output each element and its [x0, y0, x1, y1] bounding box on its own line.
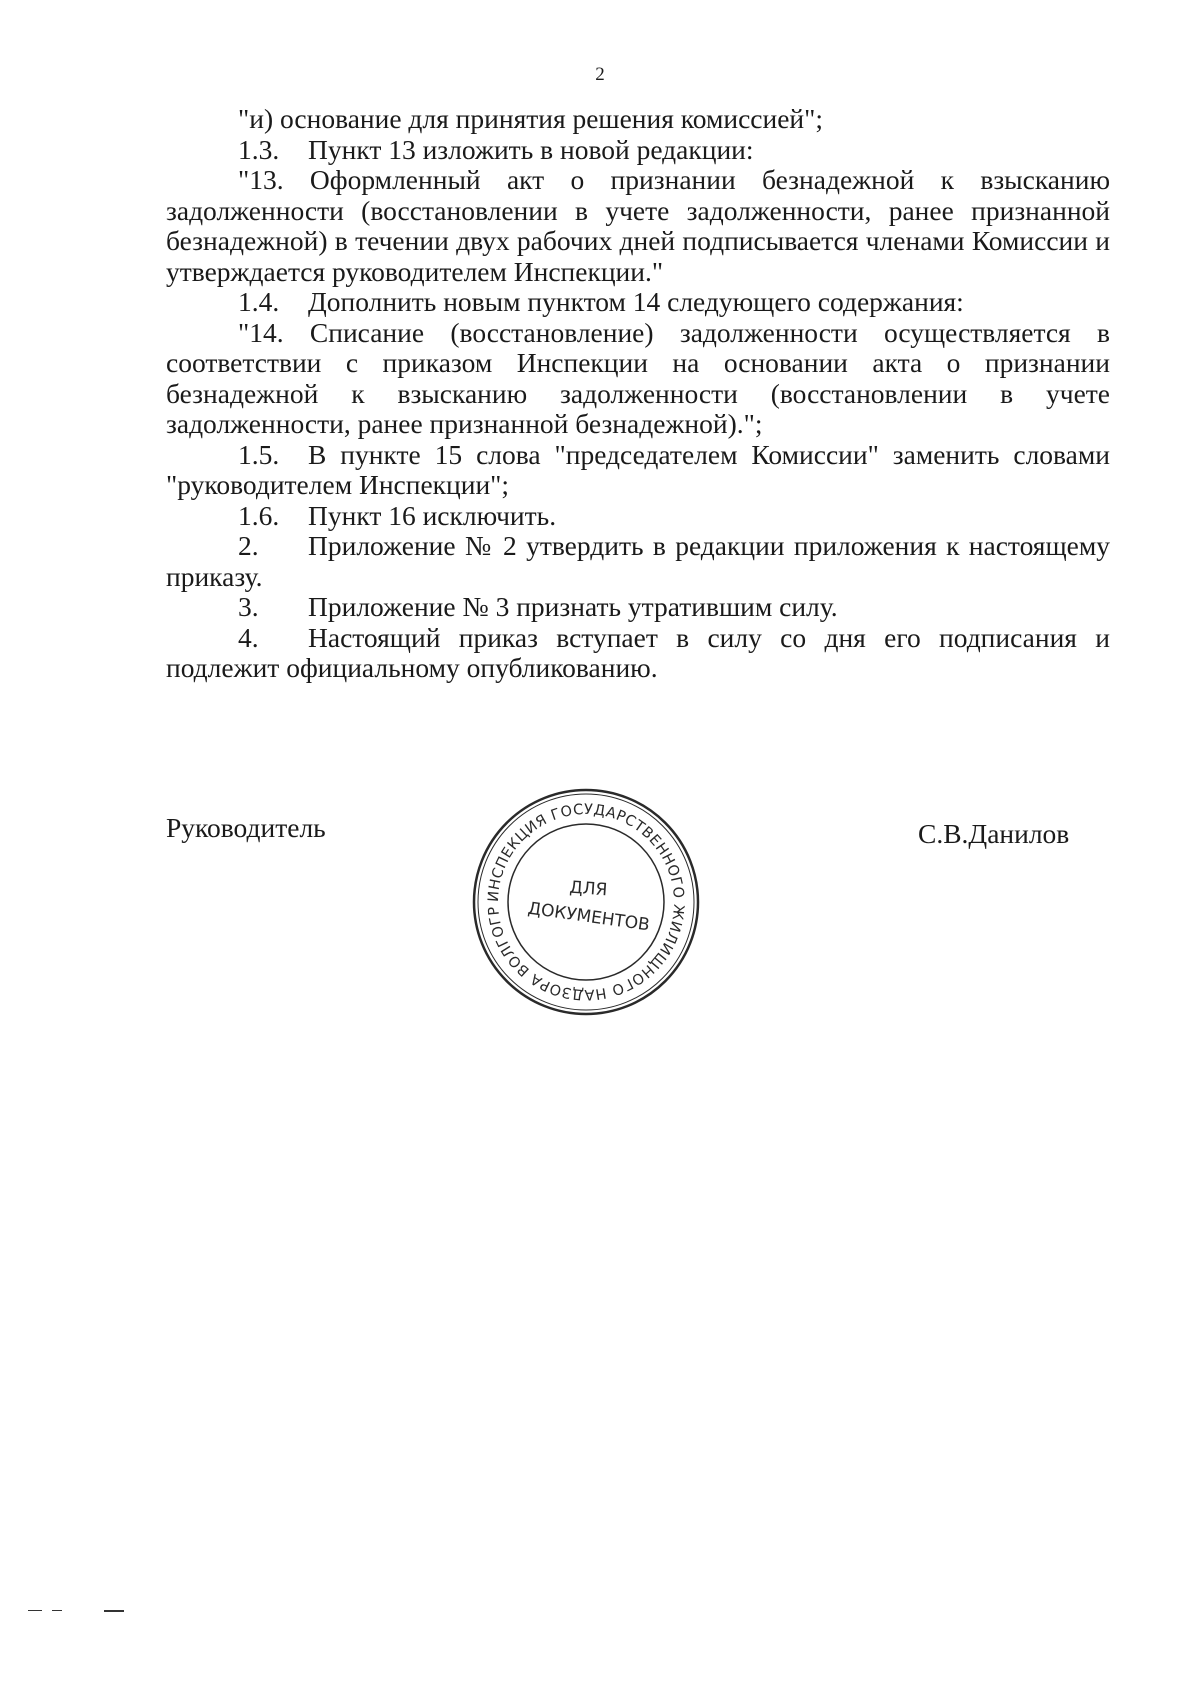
item-1-5 [166, 440, 1110, 501]
paragraph-1: "и) основание для принятия решения комиссией"; [238, 103, 823, 134]
item-text: Приложение № 3 признать утратившим силу. [308, 591, 838, 622]
item-text: Пункт 16 исключить. [308, 499, 557, 531]
page-number: 2 [595, 64, 605, 85]
item-text: Приложение № 2 утвердить в редакции приложения к настоящему приказу. [166, 530, 1110, 592]
official-stamp [470, 786, 702, 1018]
item-number: 1.6. [238, 499, 280, 531]
item-text: Дополнить новым пунктом 14 следующего содержания: [308, 286, 964, 317]
item-2 [166, 531, 1110, 592]
item-1-4 [166, 287, 1110, 318]
scan-mark [104, 1610, 124, 1612]
scan-mark [52, 1610, 62, 1611]
item-1-3 [166, 135, 1110, 166]
stamp-ring-text: ИНСПЕКЦИЯ ГОСУДАРСТВЕННОГО ЖИЛИЩНОГО НАДЗОРА ВОЛГОГР [485, 801, 687, 1003]
item-text: Настоящий приказ вступает в силу со дня его подписания и подлежит официальному опубликованию. [166, 621, 1110, 683]
item-4 [166, 623, 1110, 684]
item-number: 2. [238, 530, 259, 561]
signature-title: Руководитель [166, 812, 326, 843]
item-number: 3. [238, 591, 259, 622]
paragraph-13: "13. Оформленный акт о признании безнадежной к взысканию задолженности (восстановлении в учете задолженности, ранее признанной безнадежной) в течении двух рабочих дней подписывается членами Комиссии и утверждается руководителем Инспекции." [166, 164, 1110, 287]
signature-name: С.В.Данилов [918, 818, 1070, 849]
stamp-outer-ring-thin [478, 794, 694, 1010]
item-number: 1.3. [238, 133, 280, 165]
stamp-center-line2: ДОКУМЕНТОВ [526, 898, 651, 936]
stamp-graphic [470, 786, 702, 1018]
item-number: 1.4. [238, 286, 280, 317]
item-3 [166, 592, 1110, 623]
stamp-center-line1: ДЛЯ [568, 877, 608, 901]
item-text: Пункт 13 изложить в новой редакции: [308, 133, 754, 165]
item-number: 4. [238, 621, 259, 653]
scan-mark [28, 1610, 42, 1611]
item-number: 1.5. [238, 438, 280, 470]
document-body [166, 104, 1110, 684]
item-1-6 [166, 501, 1110, 532]
paragraph-14: "14. Списание (восстановление) задолженности осуществляется в соответствии с приказом Инспекции на основании акта о признании безнадежной к взысканию задолженности (восстановлении в учете задолженности, ранее признанной безнадежной)."; [166, 316, 1110, 439]
item-text: В пункте 15 слова "председателем Комиссии" заменить словами "руководителем Инспекции"; [166, 438, 1110, 500]
